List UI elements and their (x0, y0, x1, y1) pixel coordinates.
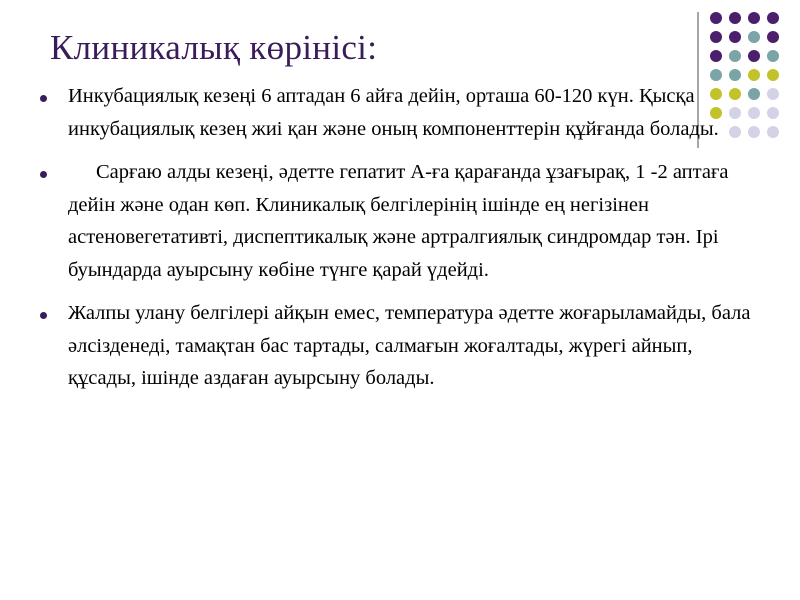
decor-dot-icon (729, 50, 741, 62)
decor-dot-icon (767, 107, 779, 119)
decor-dot-icon (767, 50, 779, 62)
bullet-icon (40, 171, 47, 178)
decor-dot-icon (767, 31, 779, 43)
decor-dot-icon (748, 12, 760, 24)
decor-dot-icon (767, 12, 779, 24)
bullet-text: Сарғаю алды кезеңі, әдетте гепатит А-ға қарағанда ұзағырақ, 1 -2 аптаға дейін және одан көп. Клиникалық белгілерінің ішінде ең негізінен астеновегетативті, диспептикалық және артралгиялық синдромдар тән. Ірі буындарда ауырсыну көбіне түнге қарай үдейді. (68, 161, 729, 281)
decor-dot-icon (767, 126, 779, 138)
decor-dot-icon (710, 50, 722, 62)
decor-dot-icon (710, 31, 722, 43)
slide-title: Клиникалық көрінісі: (50, 28, 378, 67)
decor-dot-icon (710, 12, 722, 24)
decor-dot-icon (748, 31, 760, 43)
bullet-text: Жалпы улану белгілері айқын емес, температура әдетте жоғарыламайды, бала әлсізденеді, тамақтан бас тартады, салмағын жоғалтады, жүрегі айнып, құсады, ішінде аздаған ауырсыну болады. (68, 302, 751, 389)
decor-dot-icon (767, 88, 779, 100)
bullet-icon (40, 95, 47, 102)
bullet-item (40, 80, 760, 145)
decor-dot-icon (729, 31, 741, 43)
decor-dot-icon (767, 69, 779, 81)
bullet-item (40, 156, 760, 286)
bullet-icon (40, 312, 47, 319)
bullet-item (40, 297, 760, 395)
bullet-list (40, 80, 760, 406)
bullet-text: Инкубациялық кезеңі 6 аптадан 6 айға дейін, орташа 60-120 күн. Қысқа инкубациялық кезең жиі қан және оның компоненттерін құйғанда болады. (68, 85, 719, 140)
decor-dot-icon (729, 12, 741, 24)
decor-dot-icon (748, 50, 760, 62)
